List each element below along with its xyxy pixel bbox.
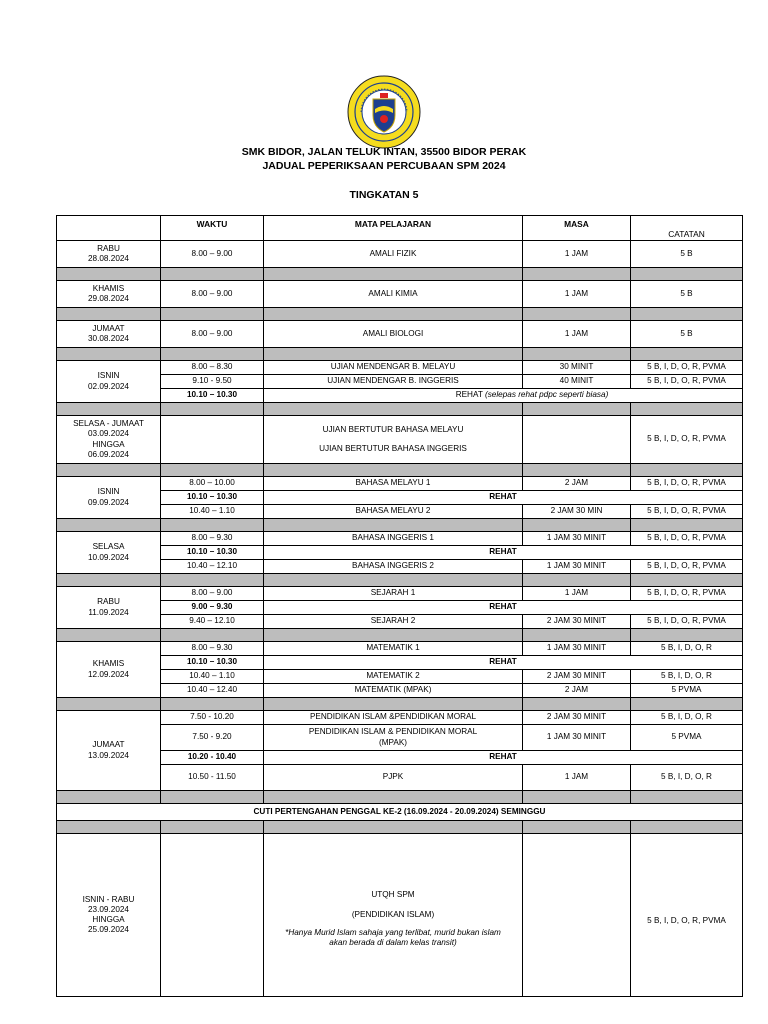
table-row [57, 281, 743, 308]
subject-cell: BAHASA MELAYU 2 [264, 505, 523, 519]
separator-row [57, 308, 743, 321]
subject-cell: BAHASA INGGERIS 1 [264, 532, 523, 546]
break-time-cell: 9.00 – 9.30 [161, 601, 264, 615]
table-row [57, 241, 743, 268]
time-cell: 8.00 – 9.00 [161, 241, 264, 268]
time-cell: 8.00 – 9.00 [161, 281, 264, 308]
subject-cell: MATEMATIK 2 [264, 670, 523, 684]
day-cell: KHAMIS 12.09.2024 [57, 642, 161, 698]
school-crest-logo [347, 75, 421, 149]
duration-cell: 1 JAM 30 MINIT [523, 725, 631, 751]
time-cell [161, 416, 264, 464]
time-cell: 9.10 - 9.50 [161, 375, 264, 389]
subject-cell: UJIAN MENDENGAR B. INGGERIS [264, 375, 523, 389]
separator-row [57, 403, 743, 416]
note-cell: 5 B, I, D, O, R, PVMA [631, 532, 743, 546]
break-cell: REHAT [264, 546, 743, 560]
duration-cell: 1 JAM [523, 281, 631, 308]
separator-row [57, 574, 743, 587]
note-cell: 5 B [631, 241, 743, 268]
holiday-banner: CUTI PERTENGAHAN PENGGAL KE-2 (16.09.2024 - 20.09.2024) SEMINGGU [57, 804, 743, 821]
exam-schedule-table [56, 215, 743, 997]
duration-cell: 40 MINIT [523, 375, 631, 389]
duration-cell: 1 JAM 30 MINIT [523, 532, 631, 546]
day-cell: SELASA - JUMAAT 03.09.2024 HINGGA 06.09.2024 [57, 416, 161, 464]
school-name: SMK BIDOR, JALAN TELUK INTAN, 35500 BIDOR PERAK [241, 146, 527, 158]
document-title: JADUAL PEPERIKSAAN PERCUBAAN SPM 2024 [262, 160, 506, 172]
separator-row [57, 519, 743, 532]
note-cell: 5 B, I, D, O, R [631, 765, 743, 791]
duration-cell [523, 416, 631, 464]
note-cell: 5 PVMA [631, 725, 743, 751]
day-cell: ISNIN 09.09.2024 [57, 477, 161, 519]
separator-row [57, 698, 743, 711]
note-cell: 5 PVMA [631, 684, 743, 698]
remark-line: *Hanya Murid Islam sahaja yang terlibat, murid bukan islam [285, 928, 501, 937]
subject-cell: UJIAN MENDENGAR B. MELAYU [264, 361, 523, 375]
subject-cell: BAHASA INGGERIS 2 [264, 560, 523, 574]
table-row [57, 834, 743, 997]
col-header-note: CATATAN [631, 216, 743, 241]
note-cell: 5 B, I, D, O, R [631, 670, 743, 684]
day-cell: KHAMIS 29.08.2024 [57, 281, 161, 308]
subject-cell: BAHASA MELAYU 1 [264, 477, 523, 491]
subject-cell: PENDIDIKAN ISLAM &PENDIDIKAN MORAL [264, 711, 523, 725]
day-cell: SELASA 10.09.2024 [57, 532, 161, 574]
separator-row [57, 629, 743, 642]
duration-cell: 2 JAM [523, 684, 631, 698]
day-cell: ISNIN - RABU 23.09.2024 HINGGA 25.09.2024 [57, 834, 161, 997]
subject-cell: AMALI FIZIK [264, 241, 523, 268]
time-cell: 7.50 - 10.20 [161, 711, 264, 725]
break-cell: REHAT [264, 656, 743, 670]
duration-cell [523, 834, 631, 997]
subject-cell: SEJARAH 2 [264, 615, 523, 629]
separator-row [57, 348, 743, 361]
subject-cell: AMALI BIOLOGI [264, 321, 523, 348]
time-cell: 10.40 – 1.10 [161, 670, 264, 684]
time-cell: 10.40 – 12.10 [161, 560, 264, 574]
subject-cell: PJPK [264, 765, 523, 791]
day-cell: RABU 28.08.2024 [57, 241, 161, 268]
table-row [57, 416, 743, 464]
subject-cell: AMALI KIMIA [264, 281, 523, 308]
break-time-cell: 10.10 – 10.30 [161, 389, 264, 403]
note-cell: 5 B, I, D, O, R, PVMA [631, 361, 743, 375]
table-row [57, 642, 743, 656]
break-time-cell: 10.20 - 10.40 [161, 751, 264, 765]
separator-row [57, 821, 743, 834]
break-cell: REHAT [264, 751, 743, 765]
separator-row [57, 791, 743, 804]
time-cell: 8.00 – 9.00 [161, 321, 264, 348]
duration-cell: 2 JAM 30 MINIT [523, 711, 631, 725]
break-time-cell: 10.10 – 10.30 [161, 656, 264, 670]
form-level: TINGKATAN 5 [349, 189, 419, 201]
note-cell: 5 B, I, D, O, R, PVMA [631, 615, 743, 629]
duration-cell: 30 MINIT [523, 361, 631, 375]
duration-cell: 1 JAM [523, 587, 631, 601]
table-row [57, 477, 743, 491]
separator-row [57, 464, 743, 477]
holiday-row [57, 804, 743, 821]
table-row [57, 587, 743, 601]
separator-row [57, 268, 743, 281]
table-header-row [57, 216, 743, 241]
note-cell: 5 B, I, D, O, R, PVMA [631, 505, 743, 519]
duration-cell: 1 JAM [523, 241, 631, 268]
time-cell: 8.00 – 9.00 [161, 587, 264, 601]
note-cell: 5 B, I, D, O, R [631, 711, 743, 725]
subject-cell: UJIAN BERTUTUR BAHASA MELAYU UJIAN BERTUTUR BAHASA INGGERIS [264, 416, 523, 464]
note-cell: 5 B [631, 321, 743, 348]
break-time-cell: 10.10 – 10.30 [161, 491, 264, 505]
duration-cell: 1 JAM 30 MINIT [523, 642, 631, 656]
break-cell [264, 389, 743, 403]
note-cell: 5 B, I, D, O, R, PVMA [631, 375, 743, 389]
note-cell: 5 B, I, D, O, R, PVMA [631, 416, 743, 464]
duration-cell: 2 JAM [523, 477, 631, 491]
day-cell: RABU 11.09.2024 [57, 587, 161, 629]
subject-cell: PENDIDIKAN ISLAM & PENDIDIKAN MORAL (MPAK) [264, 725, 523, 751]
time-cell: 8.00 – 9.30 [161, 532, 264, 546]
duration-cell: 2 JAM 30 MINIT [523, 615, 631, 629]
note-cell: 5 B, I, D, O, R [631, 642, 743, 656]
subject-cell: MATEMATIK (MPAK) [264, 684, 523, 698]
table-row [57, 532, 743, 546]
subject-cell: MATEMATIK 1 [264, 642, 523, 656]
time-cell: 8.00 – 10.00 [161, 477, 264, 491]
duration-cell: 2 JAM 30 MIN [523, 505, 631, 519]
duration-cell: 1 JAM 30 MINIT [523, 560, 631, 574]
duration-cell: 2 JAM 30 MINIT [523, 670, 631, 684]
time-cell [161, 834, 264, 997]
note-cell: 5 B [631, 281, 743, 308]
note-cell: 5 B, I, D, O, R, PVMA [631, 477, 743, 491]
time-cell: 8.00 – 8.30 [161, 361, 264, 375]
break-time-cell: 10.10 – 10.30 [161, 546, 264, 560]
duration-cell: 1 JAM [523, 765, 631, 791]
note-cell: 5 B, I, D, O, R, PVMA [631, 834, 743, 997]
break-cell: REHAT [264, 491, 743, 505]
day-cell: JUMAAT 13.09.2024 [57, 711, 161, 791]
time-cell: 9.40 – 12.10 [161, 615, 264, 629]
col-header-day [57, 216, 161, 241]
break-label: REHAT [455, 390, 483, 400]
break-remark: (selepas rehat pdpc seperti biasa) [484, 390, 609, 400]
time-cell: 10.40 – 1.10 [161, 505, 264, 519]
time-cell: 10.50 - 11.50 [161, 765, 264, 791]
col-header-subject: MATA PELAJARAN [264, 216, 523, 241]
break-cell: REHAT [264, 601, 743, 615]
col-header-duration: MASA [523, 216, 631, 241]
time-cell: 10.40 – 12.40 [161, 684, 264, 698]
note-cell: 5 B, I, D, O, R, PVMA [631, 587, 743, 601]
subject-cell: UTQH SPM (PENDIDIKAN ISLAM) *Hanya Murid Islam sahaja yang terlibat, murid bukan islam akan berada di dalam kelas transit) [264, 834, 523, 997]
table-row [57, 361, 743, 375]
duration-cell: 1 JAM [523, 321, 631, 348]
time-cell: 7.50 - 9.20 [161, 725, 264, 751]
time-cell: 8.00 – 9.30 [161, 642, 264, 656]
subject-cell: SEJARAH 1 [264, 587, 523, 601]
note-cell: 5 B, I, D, O, R, PVMA [631, 560, 743, 574]
day-cell: JUMAAT 30.08.2024 [57, 321, 161, 348]
col-header-time: WAKTU [161, 216, 264, 241]
remark-line: akan berada di dalam kelas transit) [329, 938, 457, 948]
table-row [57, 321, 743, 348]
table-row [57, 711, 743, 725]
day-cell: ISNIN 02.09.2024 [57, 361, 161, 403]
